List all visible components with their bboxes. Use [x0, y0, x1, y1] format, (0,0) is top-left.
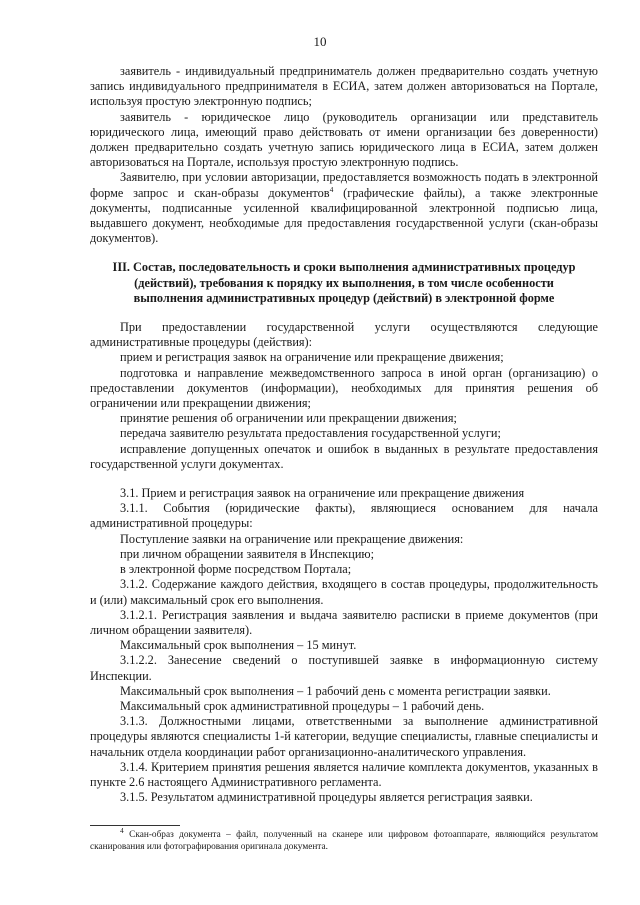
intro-paragraph-1: заявитель - индивидуальный предприниматель должен предварительно создать учетную запись индивидуального предпринимателя в ЕСИА, затем должен авторизоваться на Портале, используя простую электронную подпись;: [90, 64, 598, 109]
procedure-item: подготовка и направление межведомственного запроса в иной орган (организацию) о предоставлении документов (информации), необходимых для принятия решения об ограничении или прекращении движения;: [90, 365, 598, 411]
procedures-intro: При предоставлении государственной услуги осуществляются следующие административные процедуры (действия):: [90, 320, 598, 350]
clause-3-1-2-1: 3.1.2.1. Регистрация заявления и выдача заявителю расписки в приеме документов (при личном обращении заявителя).: [90, 607, 598, 637]
procedure-item: передача заявителю результата предоставления государственной услуги;: [120, 426, 501, 441]
clause-3-1-3: 3.1.3. Должностными лицами, ответственными за выполнение административной процедуры являются специалисты 1-й категории, ведущие специалисты, главные специалисты и начальник отдела координации работ организационно-аналитического управления.: [90, 714, 598, 759]
spacer: [90, 246, 598, 260]
procedure-item: исправление допущенных опечаток и ошибок в выданных в результате предоставления государственной услуги документах.: [90, 441, 598, 471]
clause-text: в электронной форме посредством Портала;: [120, 562, 352, 577]
footnote-text: Скан-образ документа – файл, полученный на сканере или цифровом фотоаппарате, являющийся результатом сканирования или фотографирования оригинала документа.: [90, 830, 598, 852]
clause-text: Максимальный срок выполнения – 15 минут.: [120, 638, 357, 653]
spacer: [90, 306, 598, 320]
clause-3-1-4: 3.1.4. Критерием принятия решения является наличие комплекта документов, указанных в пункте 2.6 настоящего Административного регламента.: [90, 759, 598, 789]
clause-text: Максимальный срок административной процедуры – 1 рабочий день.: [120, 698, 485, 713]
auth-paragraph-text-2: (графические файлы), а также электронные документы, подписанные усиленной квалифицированной электронной подписью лица, выдавшего документ, необходимые для предоставления государственной услуги (скан-образы документов).: [90, 185, 599, 246]
clause-3-1-2: 3.1.2. Содержание каждого действия, входящего в состав процедуры, продолжительность и (или) максимальный срок его выполнения.: [90, 577, 598, 607]
clause-text: Максимальный срок выполнения – 1 рабочий день с момента регистрации заявки.: [120, 683, 551, 698]
auth-paragraph: [90, 170, 598, 246]
section-heading: III. Состав, последовательность и сроки выполнения административных процедур (действий), требования к порядку их выполнения, в том числе особенности выполнения административных процедур (действий) в электронной форме: [112, 260, 576, 305]
clause-3-1-5: 3.1.5. Результатом административной процедуры является регистрация заявки.: [120, 790, 533, 805]
procedure-item: прием и регистрация заявок на ограничение или прекращение движения;: [120, 350, 504, 365]
clause-3-1-1: 3.1.1. События (юридические факты), являющиеся основанием для начала административной процедуры:: [90, 501, 598, 531]
clause-text: при личном обращении заявителя в Инспекцию;: [120, 546, 375, 561]
clause-3-1-2-2: 3.1.2.2. Занесение сведений о поступившей заявке в информационную систему Инспекции.: [90, 653, 598, 683]
intro-paragraph-2: заявитель - юридическое лицо (руководитель организации или представитель юридического лица, имеющий право действовать от имени организации без доверенности) должен предварительно создать учетную запись юридического лица в ЕСИА, затем должен авторизоваться на Портале, используя простую электронную подпись.: [90, 109, 598, 170]
footnote-mark: 4: [120, 825, 124, 835]
auth-paragraph-text-1: Заявителю, при условии авторизации, предоставляется возможность подать в электронной форме запрос и скан-образы документов: [90, 170, 598, 200]
footnote-reference: 4: [329, 184, 334, 194]
clause-text: Поступление заявки на ограничение или прекращение движения:: [120, 531, 464, 546]
clause-3-1: 3.1. Прием и регистрация заявок на ограничение или прекращение движения: [120, 486, 525, 501]
footnote-divider: [90, 825, 180, 826]
page-number: 10: [313, 34, 327, 49]
spacer: [90, 472, 598, 486]
footnote: [90, 825, 598, 853]
page-body: [90, 64, 598, 805]
procedure-item: принятие решения об ограничении или прекращении движения;: [120, 411, 457, 426]
